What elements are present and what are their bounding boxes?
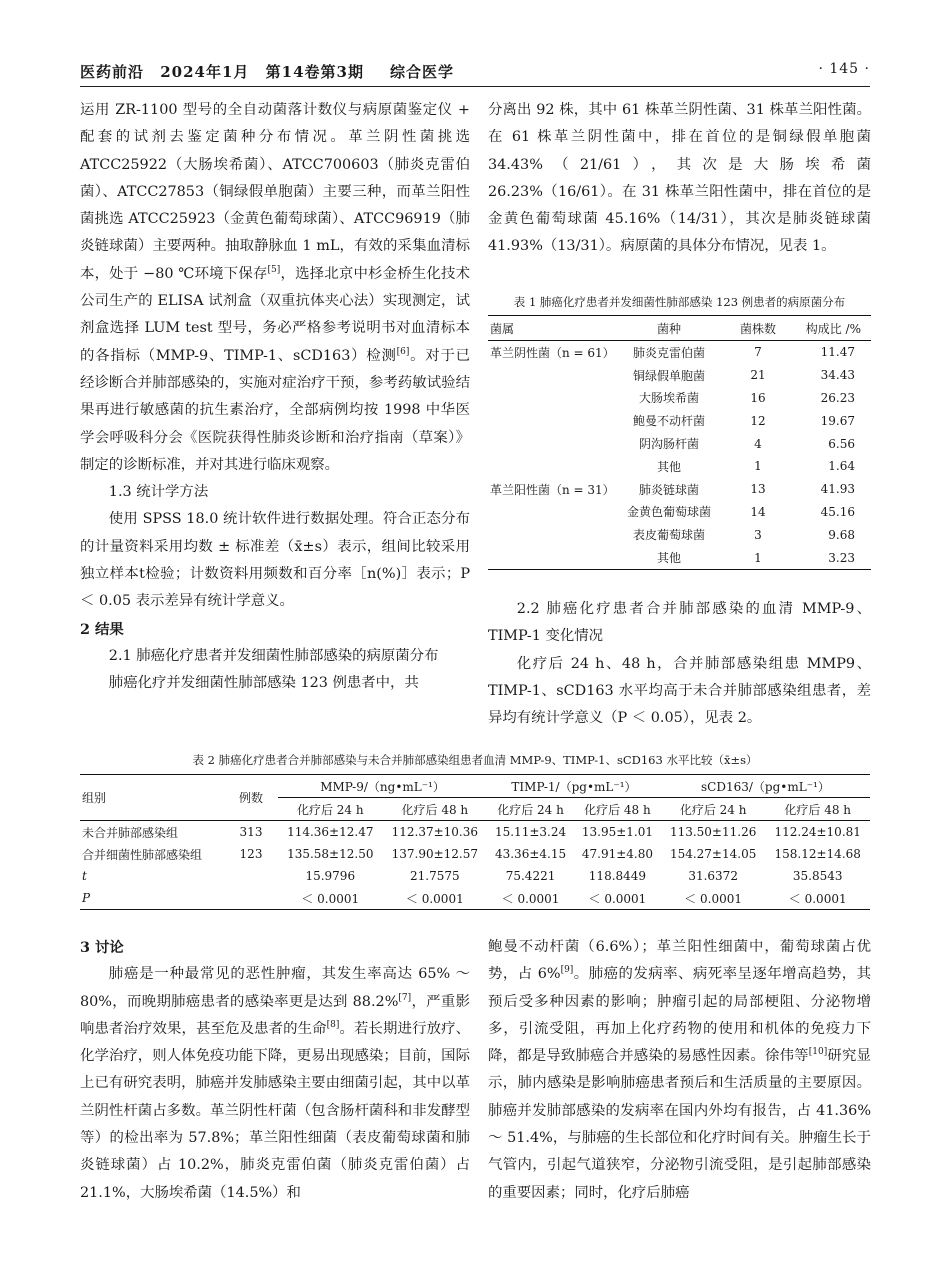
table2-header-timp1: TIMP-1/（pg•mL⁻¹） [487, 775, 661, 798]
running-header [80, 58, 870, 87]
left-column-top [80, 97, 470, 698]
citation: [6] [396, 346, 410, 357]
right-column-bottom [488, 934, 871, 1207]
citation: [7] [398, 992, 412, 1003]
section-name: 综合医学 [390, 63, 455, 81]
volume-issue: 第14卷第3期 [265, 63, 364, 81]
table2-subheader: 化疗后 24 h [487, 798, 574, 821]
table-row: 革兰阴性菌（n = 61） 肺炎克雷伯菌 7 11.47 [490, 345, 855, 360]
table2-header-mmp9: MMP-9/（ng•mL⁻¹） [278, 775, 487, 798]
journal-info [80, 61, 374, 82]
table-row: 表皮葡萄球菌 3 9.68 [632, 527, 855, 543]
table-row: 铜绿假单胞菌 21 34.43 [632, 368, 855, 383]
citation: [5] [267, 264, 281, 275]
section-heading-1-3: 1.3 统计学方法 [108, 484, 209, 501]
methods-paragraph: 运用 ZR-1100 型号的全自动菌落计数仪与病原菌鉴定仪 + 配套的试剂去鉴定菌种分布情况。革兰阴性菌挑选 ATCC25922（大肠埃希菌）、ATCC700603（肺炎克雷伯菌）、ATCC27853（铜绿假单胞菌）主要三种，而革兰阳性菌挑选 ATCC25923（金黄色葡萄球菌）、ATCC96919（肺炎链球菌）主要两种。抽取静脉血 1 mL，有效的采集血清标本，处于 −80 ℃环境下保存[5]，选择北京中杉金桥生化技术公司生产的 ELISA 试剂盒（双重抗体夹心法）实现测定，试剂盒选择 LUM test 型号，务必严格参考说明书对血清标本的各指标（MMP-9、TIMP-1、sCD163）检测[6]。对于已经诊断合并肺部感染的，实施对症治疗干预，参考药敏试验结果再进行敏感菌的抗生素治疗，全部病例均按 1998 中华医学会呼吸科分会《医院获得性肺炎诊断和治疗指南（草案）》制定的诊断标准，并对其进行临床观察。 [80, 102, 470, 473]
table-row: P ＜ 0.0001 ＜ 0.0001 ＜ 0.0001 ＜ 0.0001 ＜ 0.0001 ＜ 0.0001 [80, 887, 870, 910]
citation: [8] [326, 1019, 340, 1030]
page-number: · 145 · [818, 61, 870, 77]
mmp-paragraph: 化疗后 24 h、48 h，合并肺部感染组患 MMP9、TIMP-1、sCD163 水平均高于未合并肺部感染组患者，差异均有统计学意义（P ＜ 0.05），见表 2。 [488, 655, 871, 727]
table2-subheader: 化疗后 24 h [278, 798, 383, 821]
table1-header: 菌株数 [726, 316, 790, 341]
table1-header: 菌属 [488, 316, 612, 341]
table2-subheader: 化疗后 48 h [383, 798, 488, 821]
stats-paragraph: 使用 SPSS 18.0 统计软件进行数据处理。符合正态分布的计量资料采用均数 ± 标准差（x̄±s）表示，组间比较采用独立样本t检验；计数资料用频数和百分率［n(%)］表示；P ＜ 0.05 表示差异有统计学意义。 [80, 511, 470, 610]
section-heading-3: 3 讨论 [80, 939, 124, 956]
discussion-paragraph: 肺癌是一种最常见的恶性肿瘤，其发生率高达 65% ～ 80%，而晚期肺癌患者的感染率更是达到 88.2%[7]，严重影响患者治疗效果，甚至危及患者的生命[8]。若长期进行放疗、化学治疗，则人体免疫功能下降，更易出现感染；目前，国际上已有研究表明，肺癌并发肺感染主要由细菌引起，其中以革兰阴性杆菌占多数。革兰阴性杆菌（包含肠杆菌科和非发酵型等）的检出率为 57.8%；革兰阳性细菌（表皮葡萄球菌和肺炎链球菌）占 10.2%，肺炎克雷伯菌（肺炎克雷伯菌）占 21.1%，大肠埃希菌（14.5%）和 [80, 966, 470, 1201]
table-row: 大肠埃希菌 16 26.23 [638, 390, 855, 406]
table1-block [488, 294, 871, 570]
issue-date: 2024年1月 [160, 63, 250, 81]
right-column-mid [488, 596, 871, 732]
table-row: 鲍曼不动杆菌 12 19.67 [632, 413, 855, 429]
table1-caption: 表 1 肺癌化疗患者并发细菌性肺部感染 123 例患者的病原菌分布 [513, 295, 846, 309]
section-heading-2: 2 结果 [80, 620, 124, 638]
table2-subheader: 化疗后 24 h [661, 798, 766, 821]
left-column-bottom [80, 934, 470, 1207]
discussion-paragraph-cont: 鲍曼不动杆菌（6.6%）；革兰阳性细菌中，葡萄球菌占优势，占 6%[9]。肺癌的发病率、病死率呈逐年增高趋势，其预后受多种因素的影响；肿瘤引起的局部梗阻、分泌物增多，引流受阻，再加上化疗药物的使用和机体的免疫力下降，都是导致肺癌合并感染的易感性因素。徐伟等[10]研究显示，肺内感染是影响肺癌患者预后和生活质量的主要原因。肺癌并发肺部感染的发病率在国内外均有报告，占 41.36% ～ 51.4%，与肺癌的生长部位和化疗时间有关。肿瘤生长于气管内，引起气道狭窄，分泌物引流受阻，是引起肺部感染的重要因素；同时，化疗后肺癌 [488, 939, 871, 1201]
table2-caption: 表 2 肺癌化疗患者合并肺部感染与未合并肺部感染组患者血清 MMP-9、TIMP-1、sCD163 水平比较（x̄±s） [192, 753, 758, 767]
table-row: 其他 1 1.64 [656, 459, 855, 474]
table-row: 阴沟肠杆菌 4 6.56 [638, 436, 855, 452]
table-row: t 15.9796 21.7575 75.4221 118.8449 31.6372 35.8543 [82, 869, 843, 883]
table2-header-group: 组别 [80, 775, 224, 821]
right-column-top [488, 97, 871, 261]
table-row: 革兰阳性菌（n = 31） 肺炎链球菌 13 41.93 [490, 482, 855, 497]
results-paragraph-start: 肺癌化疗并发细菌性肺部感染 123 例患者中，共 [108, 675, 419, 692]
citation: [10] [808, 1047, 828, 1058]
table2-header-n: 例数 [224, 775, 278, 821]
table2-subheader: 化疗后 48 h [574, 798, 661, 821]
section-heading-2-2: 2.2 肺癌化疗患者合并肺部感染的血清 MMP-9、TIMP-1 变化情况 [488, 601, 871, 645]
table2-header-scd163: sCD163/（pg•mL⁻¹） [661, 775, 870, 798]
table2-block [80, 752, 870, 910]
section-heading-2-1: 2.1 肺癌化疗患者并发细菌性肺部感染的病原菌分布 [108, 647, 439, 664]
table-row: 金黄色葡萄球菌 14 45.16 [626, 504, 855, 520]
table2-subheader: 化疗后 48 h [765, 798, 870, 821]
journal-name: 医药前沿 [80, 63, 145, 81]
results-paragraph-cont: 分离出 92 株，其中 61 株革兰阴性菌、31 株革兰阳性菌。在 61 株革兰阴性菌中，排在首位的是铜绿假单胞菌 34.43%（21/61），其次是大肠埃希菌 26.23%（16/61）。在 31 株革兰阳性菌中，排在首位的是金黄色葡萄球菌 45.16%（14/31），其次是肺炎链球菌 41.93%（13/31）。病原菌的具体分布情况，见表 1。 [488, 102, 871, 255]
table-row: 其他 1 3.23 [488, 546, 871, 569]
table2 [80, 774, 870, 910]
table-row: 未合并肺部感染组 313 114.36±12.47 112.37±10.36 15.11±3.24 13.95±1.01 113.50±11.26 112.24±10.81 [82, 825, 861, 840]
table1 [488, 315, 871, 570]
table-row: 合并细菌性肺部感染组 123 135.58±12.50 137.90±12.57 43.36±4.15 47.91±4.80 154.27±14.05 158.12±14.68 [82, 847, 861, 862]
table1-header: 菌种 [612, 316, 726, 341]
citation: [9] [560, 965, 574, 976]
table1-header: 构成比 /% [790, 316, 871, 341]
